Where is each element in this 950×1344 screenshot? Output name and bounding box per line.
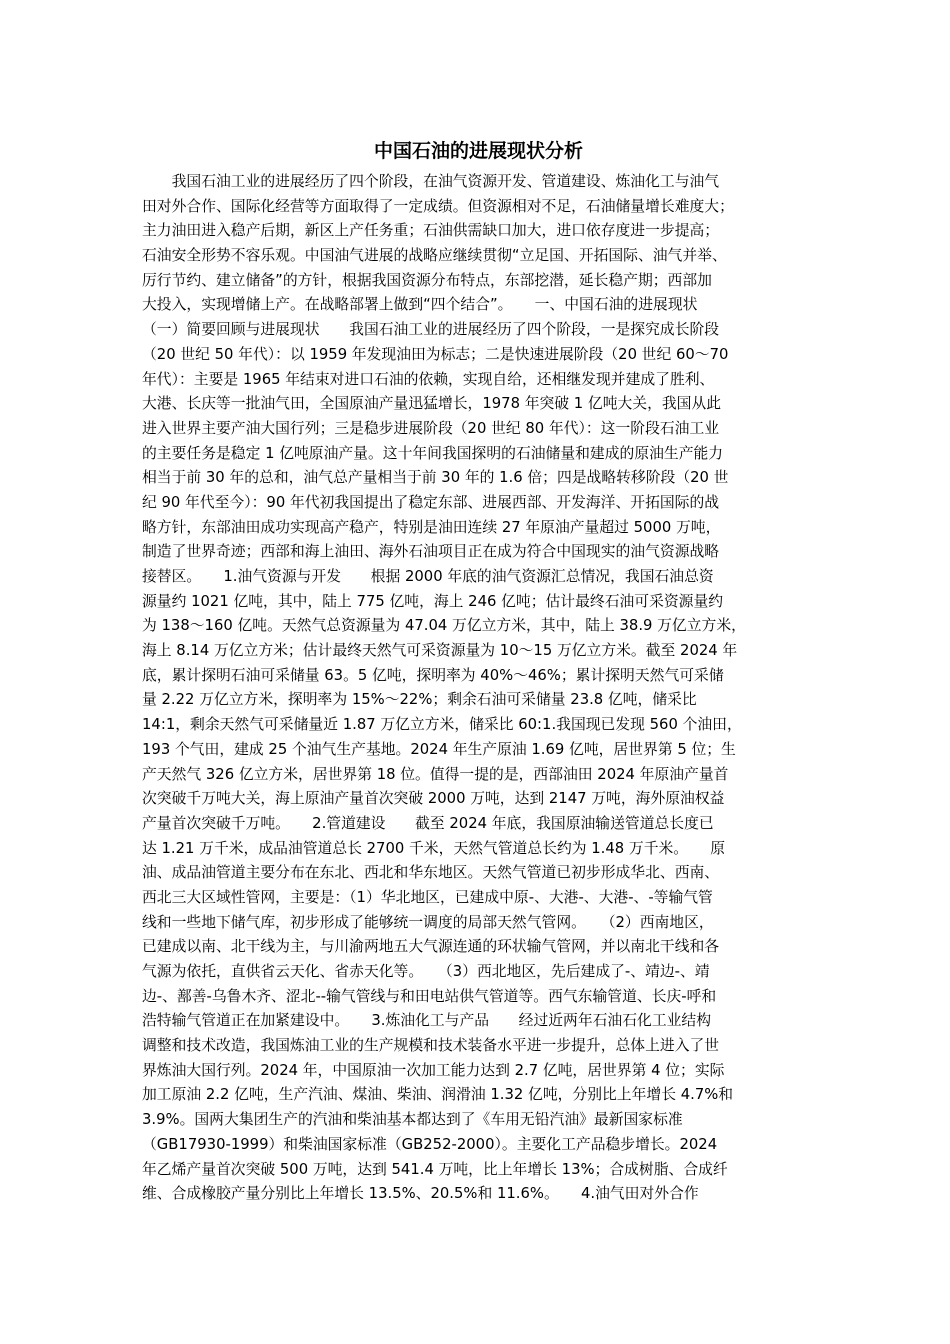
- paragraph-line: 量 2.22 万亿立方米，探明率为 15%～22%；剩余石油可采储量 23.8 亿吨，储采比: [142, 691, 697, 709]
- paragraph-line: 大投入，实现增储上产。在战略部署上做到“四个结合”。 一、中国石油的进展现状: [142, 296, 698, 314]
- paragraph-line: 达 1.21 万千米，成品油管道总长 2700 千米，天然气管道总长约为 1.48 万千米。 原: [142, 839, 726, 857]
- paragraph-line: 主力油田进入稳产后期，新区上产任务重；石油供需缺口加大，进口依存度进一步提高；: [142, 222, 720, 240]
- paragraph-line: 的主要任务是稳定 1 亿吨原油产量。这十年间我国探明的石油储量和建成的原油生产能力: [142, 444, 724, 462]
- paragraph-line: 年乙烯产量首次突破 500 万吨，达到 541.4 万吨，比上年增长 13%；合成树脂、合成纤: [142, 1160, 728, 1178]
- paragraph-line: （一）简要回顾与进展现状 我国石油工业的进展经历了四个阶段，一是探究成长阶段: [142, 321, 720, 339]
- paragraph-line: 制造了世界奇迹；西部和海上油田、海外石油项目正在成为符合中国现实的油气资源战略: [142, 543, 720, 561]
- paragraph-line: 厉行节约、建立储备”的方针，根据我国资源分布特点，东部挖潜，延长稳产期；西部加: [142, 271, 712, 289]
- document-title: 中国石油的进展现状分析: [373, 140, 583, 162]
- paragraph-line: 海上 8.14 万亿立方米；估计最终天然气可采资源量为 10～15 万亿立方米。截至 2024 年: [142, 642, 738, 660]
- paragraph-line: 边-、鄯善-乌鲁木齐、涩北--输气管线与和田电站供气管道等。西气东输管道、长庆-呼和: [142, 987, 717, 1005]
- paragraph-line: （GB17930-1999）和柴油国家标准（GB252-2000）。主要化工产品稳步增长。2024: [142, 1135, 718, 1153]
- paragraph-line: 加工原油 2.2 亿吨，生产汽油、煤油、柴油、润滑油 1.32 亿吨，分别比上年增长 4.7%和: [142, 1086, 734, 1104]
- paragraph-line: 气源为依托，直供省云天化、省赤天化等。 （3）西北地区，先后建成了-、靖边-、靖: [142, 963, 710, 980]
- paragraph-line: 底，累计探明石油可采储量 63。5 亿吨，探明率为 40%～46%；累计探明天然气可采储: [142, 666, 724, 684]
- paragraph-line: 油、成品油管道主要分布在东北、西北和华东地区。天然气管道已初步形成华北、西南、: [142, 864, 720, 882]
- paragraph-line: 我国石油工业的进展经历了四个阶段，在油气资源开发、管道建设、炼油化工与油气: [142, 173, 720, 190]
- paragraph-line: 进入世界主要产油大国行列；三是稳步进展阶段（20 世纪 80 年代）：这一阶段石油工业: [142, 419, 720, 437]
- paragraph-line: 略方针，东部油田成功实现高产稳产，特别是油田连续 27 年原油产量超过 5000 万吨，: [142, 518, 721, 536]
- paragraph-line: 田对外合作、国际化经营等方面取得了一定成绩。但资源相对不足，石油储量增长难度大；: [142, 197, 734, 215]
- paragraph-line: 接替区。 1.油气资源与开发 根据 2000 年底的油气资源汇总情况，我国石油总资: [142, 568, 714, 585]
- paragraph-line: （20 世纪 50 年代）：以 1959 年发现油田为标志；二是快速进展阶段（20 世纪 60～70: [142, 345, 729, 363]
- paragraph-line: 纪 90 年代至今）：90 年代初我国提出了稳定东部、进展西部、开发海洋、开拓国际的战: [142, 493, 720, 511]
- paragraph-line: 大港、长庆等一批油气田，全国原油产量迅猛增长，1978 年突破 1 亿吨大关，我国从此: [142, 395, 722, 413]
- paragraph-line: 193 个气田，建成 25 个油气生产基地。2024 年生产原油 1.69 亿吨，居世界第 5 位；生: [142, 740, 736, 758]
- document-page: [142, 132, 810, 1207]
- paragraph-line: 为 138～160 亿吨。天然气总资源量为 47.04 万亿立方米，其中，陆上 38.9 万亿立方米，: [142, 617, 746, 635]
- paragraph-line: 浩特输气管道正在加紧建设中。 3.炼油化工与产品 经过近两年石油石化工业结构: [142, 1012, 712, 1030]
- paragraph-line: 14:1，剩余天然气可采储量近 1.87 万亿立方米，储采比 60:1.我国现已发现 560 个油田，: [142, 716, 742, 734]
- paragraph-line: 调整和技术改造，我国炼油工业的生产规模和技术装备水平进一步提升，总体上进入了世: [142, 1037, 720, 1055]
- paragraph-line: 产量首次突破千万吨。 2.管道建设 截至 2024 年底，我国原油输送管道总长度已: [142, 814, 714, 832]
- paragraph-line: 已建成以南、北干线为主，与川渝两地五大气源连通的环状输气管网，并以南北干线和各: [142, 938, 720, 956]
- paragraph-line: 相当于前 30 年的总和，油气总产量相当于前 30 年的 1.6 倍；四是战略转移阶段（20 世: [142, 469, 729, 487]
- paragraph-line: 界炼油大国行列。2024 年，中国原油一次加工能力达到 2.7 亿吨，居世界第 4 位；实际: [142, 1061, 725, 1079]
- paragraph-line: 次突破千万吨大关，海上原油产量首次突破 2000 万吨，达到 2147 万吨，海外原油权益: [142, 790, 725, 808]
- paragraph-line: 维、合成橡胶产量分别比上年增长 13.5%、20.5%和 11.6%。 4.油气田对外合作: [142, 1185, 699, 1203]
- paragraph-line: 源量约 1021 亿吨，其中，陆上 775 亿吨，海上 246 亿吨；估计最终石油可采资源量约: [142, 592, 724, 610]
- paragraph-line: 西北三大区域性管网，主要是：（1）华北地区，已建成中原-、大港-、大港-、-等输气管: [142, 888, 713, 906]
- paragraph-line: 年代）：主要是 1965 年结束对进口石油的依赖，实现自给，还相继发现并建成了胜利、: [142, 370, 715, 388]
- paragraph-line: 3.9%。国两大集团生产的汽油和柴油基本都达到了《车用无铅汽油》最新国家标准: [142, 1111, 683, 1129]
- paragraph-line: 产天然气 326 亿立方米，居世界第 18 位。值得一提的是，西部油田 2024 年原油产量首: [142, 765, 729, 783]
- paragraph-line: 线和一些地下储气库，初步形成了能够统一调度的局部天然气管网。 （2）西南地区，: [142, 913, 714, 931]
- paragraph-line: 石油安全形势不容乐观。中国油气进展的战略应继续贯彻“立足国、开拓国际、油气并举、: [142, 247, 727, 265]
- document-body: [142, 170, 810, 1207]
